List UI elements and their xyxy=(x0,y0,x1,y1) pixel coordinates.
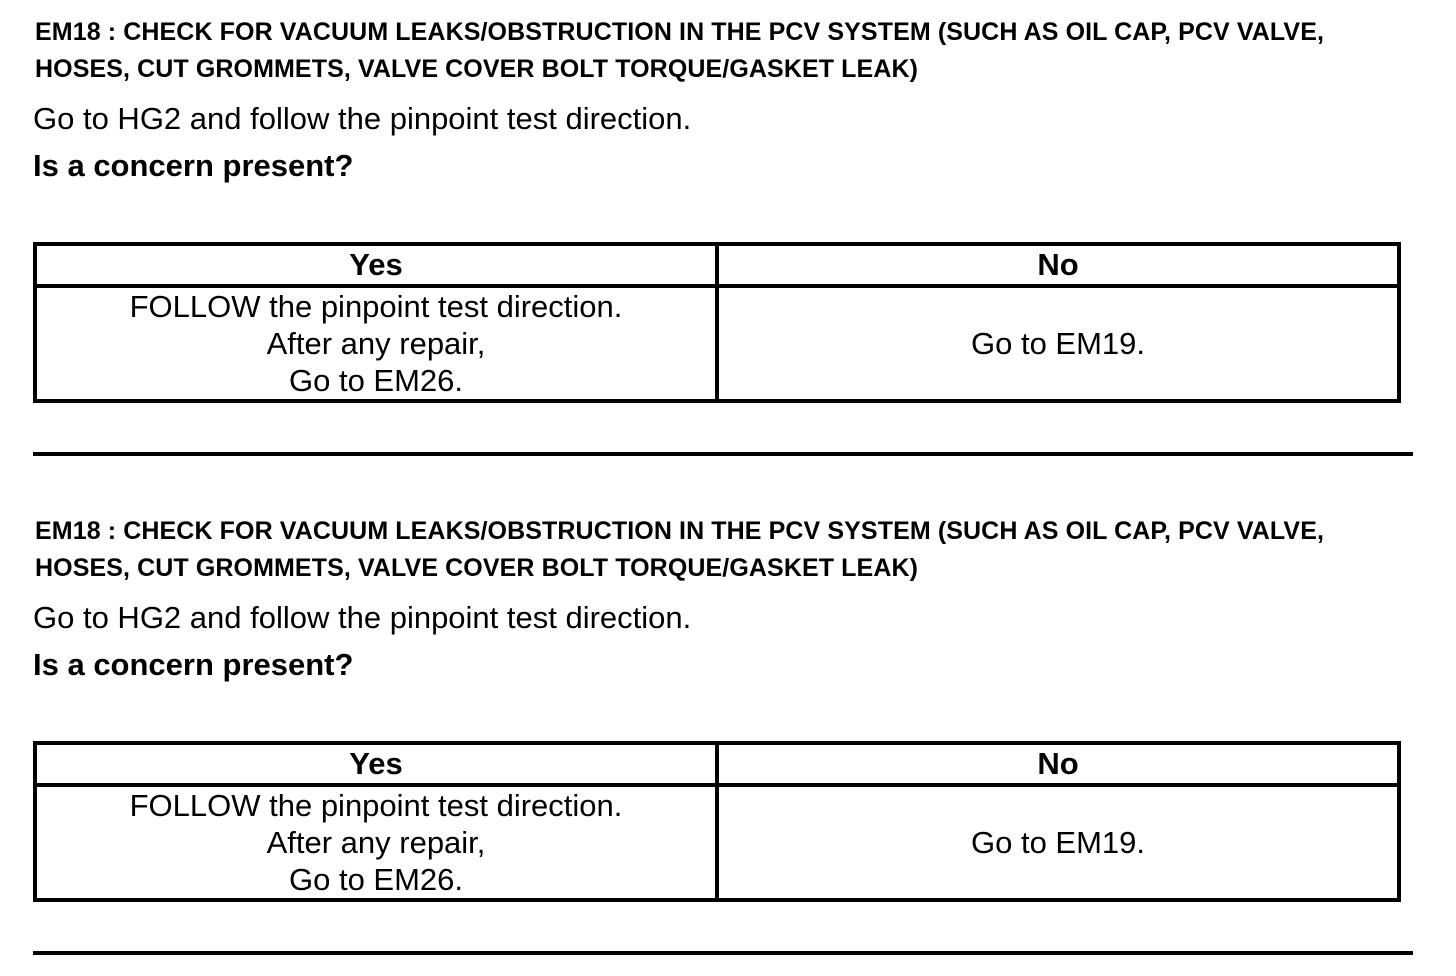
yes-line: After any repair, xyxy=(266,825,486,860)
yes-cell xyxy=(35,785,717,900)
no-header: No xyxy=(717,743,1399,785)
step-instruction: Go to HG2 and follow the pinpoint test direction. xyxy=(33,600,692,635)
step-question: Is a concern present? xyxy=(33,148,354,183)
table-row xyxy=(35,785,1399,900)
step-heading: EM18 : CHECK FOR VACUUM LEAKS/OBSTRUCTION IN THE PCV SYSTEM (SUCH AS OIL CAP, PCV VALVE, HOSES, CUT GROMMETS, VALVE COVER BOLT TORQUE/GASKET LEAK) xyxy=(35,517,1325,582)
table-row xyxy=(35,286,1399,401)
table-header-row xyxy=(35,244,1399,286)
section-divider xyxy=(33,951,1413,955)
section-divider xyxy=(33,452,1413,456)
yes-header: Yes xyxy=(35,743,717,785)
yes-no-table xyxy=(33,242,1401,403)
yes-header: Yes xyxy=(35,244,717,286)
step-heading: EM18 : CHECK FOR VACUUM LEAKS/OBSTRUCTION IN THE PCV SYSTEM (SUCH AS OIL CAP, PCV VALVE, HOSES, CUT GROMMETS, VALVE COVER BOLT TORQUE/GASKET LEAK) xyxy=(35,18,1325,83)
yes-line: FOLLOW the pinpoint test direction. xyxy=(129,788,623,823)
yes-line: FOLLOW the pinpoint test direction. xyxy=(129,289,623,324)
table-header-row xyxy=(35,743,1399,785)
yes-line: Go to EM26. xyxy=(288,363,464,398)
no-cell: Go to EM19. xyxy=(717,286,1399,401)
no-header: No xyxy=(717,244,1399,286)
no-cell: Go to EM19. xyxy=(717,785,1399,900)
yes-cell xyxy=(35,286,717,401)
yes-line: Go to EM26. xyxy=(288,862,464,897)
step-question: Is a concern present? xyxy=(33,647,354,682)
yes-line: After any repair, xyxy=(266,326,486,361)
yes-no-table xyxy=(33,741,1401,902)
step-instruction: Go to HG2 and follow the pinpoint test direction. xyxy=(33,101,692,136)
